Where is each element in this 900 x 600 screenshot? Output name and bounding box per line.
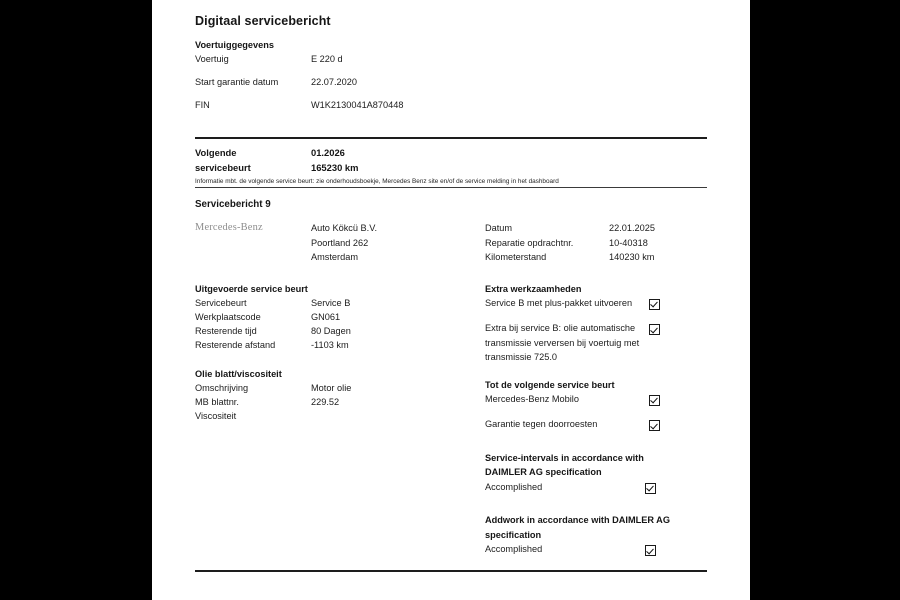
until-next-service-block [485, 378, 707, 432]
spacer-1 [485, 365, 707, 378]
vehicle-label-voertuig: Voertuig [195, 54, 229, 64]
performed-label-servicebeurt: Servicebeurt [195, 297, 247, 308]
spacer-3 [485, 494, 707, 507]
checkbox-checked-icon[interactable] [645, 545, 656, 556]
checkbox-checked-icon[interactable] [649, 324, 660, 335]
performed-row-workshop-code [195, 310, 485, 324]
job-label-order-number: Reparatie opdrachtnr. [485, 237, 574, 248]
extra-work-block [485, 282, 707, 365]
dealer-job-columns [195, 221, 707, 265]
next-service-mileage: 165230 km [311, 161, 359, 173]
vehicle-value-warranty-start: 22.07.2020 [311, 77, 357, 87]
vehicle-row-voertuig [195, 52, 707, 66]
job-value-order-number: 10-40318 [609, 237, 648, 248]
service-intervals-heading-line1: Service-intervals in accordance with [485, 452, 644, 463]
job-label-date: Datum [485, 223, 513, 233]
job-row-order-number [485, 236, 707, 251]
dealer-column [195, 221, 485, 265]
vehicle-data-heading: Voertuiggegevens [195, 40, 274, 50]
checkbox-checked-icon[interactable] [649, 395, 660, 406]
oil-row-viscosity [195, 409, 485, 423]
performed-value-servicebeurt: Service B [311, 297, 351, 308]
extra-work-item-transmission-oil[interactable] [485, 321, 707, 365]
divider-top [195, 137, 707, 139]
wordmark-spacer-2 [195, 250, 311, 265]
vehicle-label-warranty-start: Start garantie datum [195, 77, 279, 87]
checkbox-checked-icon[interactable] [645, 483, 656, 494]
job-value-date: 22.01.2025 [609, 223, 655, 233]
performed-service-heading: Uitgevoerde service beurt [195, 283, 308, 294]
until-next-item-rust-warranty[interactable] [485, 417, 707, 432]
spacer-2 [485, 432, 707, 445]
extra-work-item-plus-package[interactable] [485, 296, 707, 311]
addwork-block [485, 513, 707, 557]
dealer-city: Amsterdam [311, 252, 358, 262]
service-intervals-heading-line2: DAIMLER AG specification [485, 467, 602, 477]
service-report-heading: Servicebericht 9 [195, 199, 271, 210]
next-service-date: 01.2026 [311, 147, 345, 158]
job-label-odometer: Kilometerstand [485, 252, 547, 262]
extra-work-label-transmission-oil: Extra bij service B: olie automatische transmissie verversen bij voertuig met transmissie 725.0 [485, 323, 640, 362]
performed-value-workshop-code: GN061 [311, 311, 341, 322]
dealer-street-line [195, 236, 485, 251]
next-service-block [195, 146, 707, 187]
vehicle-value-voertuig: E 220 d [311, 54, 343, 64]
mercedes-benz-wordmark: Mercedes-Benz [195, 222, 263, 233]
document-content [195, 0, 707, 572]
document-page [152, 0, 750, 600]
performed-label-workshop-code: Werkplaatscode [195, 311, 261, 322]
oil-value-description: Motor olie [311, 382, 352, 393]
job-value-odometer: 140230 km [609, 252, 655, 262]
oil-row-mb-sheet [195, 395, 485, 409]
next-service-row-2 [195, 161, 707, 176]
oil-heading: Olie blatt/viscositeit [195, 368, 282, 379]
oil-label-mb-sheet: MB blattnr. [195, 396, 239, 407]
until-next-item-mobilo[interactable] [485, 392, 707, 407]
oil-value-mb-sheet: 229.52 [311, 396, 340, 407]
addwork-status-label: Accomplished [485, 544, 543, 554]
divider-bottom [195, 570, 707, 572]
service-intervals-status-label: Accomplished [485, 481, 543, 492]
right-column [485, 282, 707, 557]
dealer-city-line [195, 250, 485, 265]
next-service-label-line1: Volgende [195, 147, 237, 158]
dealer-name: Auto Kökcü B.V. [311, 223, 378, 233]
vehicle-row-warranty-start [195, 75, 707, 89]
extra-work-label-plus-package: Service B met plus-pakket uitvoeren [485, 297, 633, 308]
oil-row-description [195, 381, 485, 395]
until-next-label-rust-warranty: Garantie tegen doorroesten [485, 419, 598, 429]
service-intervals-block [485, 451, 707, 495]
vehicle-value-fin: W1K2130041A870448 [311, 100, 404, 110]
next-service-label-line2: servicebeurt [195, 161, 251, 173]
vehicle-label-fin: FIN [195, 100, 210, 110]
wordmark-spacer-1 [195, 236, 311, 251]
brand-dealer-line [195, 221, 485, 236]
addwork-heading-line1: Addwork in accordance with DAIMLER AG [485, 515, 670, 525]
dealer-street: Poortland 262 [311, 237, 369, 248]
oil-label-description: Omschrijving [195, 382, 249, 393]
checkbox-checked-icon[interactable] [649, 420, 660, 431]
left-column [195, 282, 485, 557]
addwork-heading-line2: specification [485, 529, 542, 540]
until-next-label-mobilo: Mercedes-Benz Mobilo [485, 393, 579, 404]
next-service-row-1 [195, 146, 707, 161]
job-row-date [485, 221, 707, 236]
job-info-column [485, 221, 707, 265]
performed-row-servicebeurt [195, 296, 485, 310]
vehicle-row-fin [195, 98, 707, 112]
addwork-status-row[interactable] [485, 542, 707, 557]
performed-service-block [195, 282, 485, 352]
oil-block [195, 367, 485, 423]
job-row-odometer [485, 250, 707, 265]
performed-label-remaining-distance: Resterende afstand [195, 339, 276, 350]
next-service-note: Informatie mbt. de volgende service beurt: zie onderhoudsboekje, Mercedes Benz site en/of de service melding in het dashboard [195, 178, 559, 185]
until-next-service-heading: Tot de volgende service beurt [485, 379, 615, 390]
performed-value-remaining-time: 80 Dagen [311, 325, 351, 336]
oil-label-viscosity: Viscositeit [195, 410, 237, 421]
performed-value-remaining-distance: -1103 km [311, 339, 349, 350]
checkbox-checked-icon[interactable] [649, 299, 660, 310]
extra-work-heading: Extra werkzaamheden [485, 283, 582, 294]
performed-row-remaining-time [195, 324, 485, 338]
performed-label-remaining-time: Resterende tijd [195, 325, 257, 336]
page-title: Digitaal servicebericht [195, 14, 331, 28]
service-intervals-status-row[interactable] [485, 480, 707, 495]
performed-row-remaining-distance [195, 338, 485, 352]
main-columns [195, 282, 707, 557]
